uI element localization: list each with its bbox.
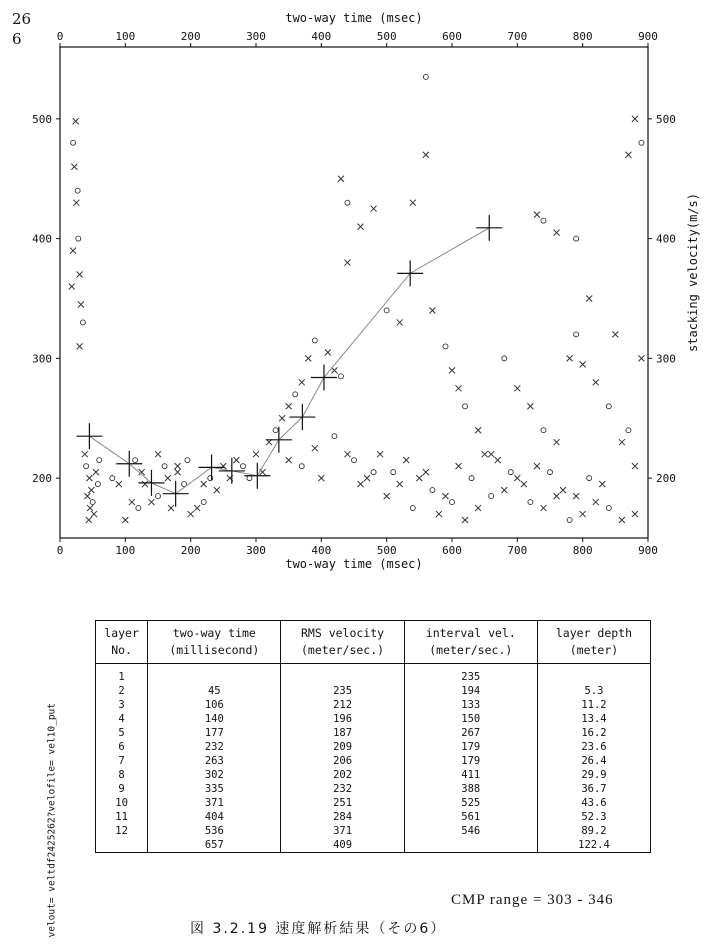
semblance-point (527, 403, 533, 409)
x-tick-label-bottom: 100 (115, 544, 136, 557)
table-header-row (96, 621, 651, 664)
semblance-point (70, 248, 76, 254)
table-cell: 179 (404, 740, 537, 754)
semblance-point (133, 458, 138, 463)
table-cell: 206 (281, 754, 404, 768)
semblance-point (423, 469, 429, 475)
x-tick-label-top: 800 (572, 30, 593, 43)
table-cell: 13.4 (537, 712, 650, 726)
semblance-point (338, 374, 343, 379)
table-cell: 9 (96, 782, 148, 796)
semblance-point (345, 200, 350, 205)
table-cell (537, 664, 650, 685)
semblance-point (391, 470, 396, 475)
semblance-point (626, 428, 631, 433)
table-cell: 411 (404, 768, 537, 782)
semblance-point (574, 236, 579, 241)
table-header-cell (148, 621, 281, 664)
table-row (96, 712, 651, 726)
semblance-point (521, 481, 527, 487)
semblance-point (619, 517, 625, 523)
header-line-1: RMS velocity (301, 626, 385, 640)
table-cell: 7 (96, 754, 148, 768)
velocity-pick-cross (199, 454, 225, 480)
x-tick-label-top: 900 (638, 30, 658, 43)
semblance-point (76, 236, 81, 241)
semblance-point (168, 505, 174, 511)
x-tick-label-bottom: 800 (572, 544, 593, 557)
semblance-point (77, 272, 83, 278)
velocity-pick-cross (116, 451, 142, 477)
velocity-table (95, 620, 651, 853)
semblance-point (548, 470, 553, 475)
semblance-point (580, 361, 586, 367)
velocity-pick-cross (76, 423, 102, 449)
semblance-point (573, 493, 579, 499)
side-file-label: velout= veltdf2425262?velofile= vel10_put (46, 703, 58, 938)
semblance-point (632, 116, 638, 122)
semblance-point (501, 487, 507, 493)
semblance-point (80, 320, 85, 325)
semblance-point (586, 295, 592, 301)
semblance-point (71, 164, 77, 170)
x-tick-label-top: 0 (56, 30, 64, 43)
semblance-point (220, 463, 226, 469)
semblance-point (233, 457, 239, 463)
table-cell: 26.4 (537, 754, 650, 768)
semblance-point (410, 200, 416, 206)
semblance-point (95, 482, 100, 487)
header-line-1: layer depth (555, 626, 633, 640)
semblance-point (116, 481, 122, 487)
table-cell: 409 (281, 838, 404, 853)
table-cell: 302 (148, 768, 281, 782)
semblance-point (495, 457, 501, 463)
semblance-point (423, 74, 428, 79)
table-cell: 267 (404, 726, 537, 740)
table-cell (281, 664, 404, 685)
semblance-point (156, 494, 161, 499)
table-row (96, 726, 651, 740)
semblance-point (384, 308, 389, 313)
semblance-point (443, 344, 448, 349)
table-cell: 235 (281, 684, 404, 698)
semblance-point (463, 404, 468, 409)
table-cell: 371 (148, 796, 281, 810)
table-cell: 263 (148, 754, 281, 768)
semblance-point (93, 469, 99, 475)
table-row (96, 810, 651, 824)
semblance-point (449, 367, 455, 373)
header-line-2: (meter) (569, 643, 619, 657)
semblance-point (299, 379, 305, 385)
semblance-point (574, 332, 579, 337)
semblance-point (86, 517, 92, 523)
x-tick-label-bottom: 600 (442, 544, 462, 557)
semblance-point (240, 464, 245, 469)
corner-mark-bottom: 6 (12, 30, 22, 48)
semblance-point (632, 511, 638, 517)
semblance-point (162, 464, 167, 469)
semblance-point (165, 475, 171, 481)
table-cell: 179 (404, 754, 537, 768)
semblance-point (632, 463, 638, 469)
semblance-point (273, 428, 278, 433)
semblance-point (122, 517, 128, 523)
table-cell: 3 (96, 698, 148, 712)
table-cell: 1 (96, 664, 148, 685)
y-tick-label-right: 300 (656, 352, 676, 366)
table-cell: 23.6 (537, 740, 650, 754)
semblance-point (73, 118, 79, 124)
table-cell: 212 (281, 698, 404, 712)
table-cell: 150 (404, 712, 537, 726)
semblance-point (403, 457, 409, 463)
semblance-point (456, 385, 462, 391)
velocity-pick-cross (163, 481, 189, 507)
semblance-point (155, 451, 161, 457)
table-cell: 284 (281, 810, 404, 824)
semblance-point (69, 284, 75, 290)
table-row (96, 838, 651, 853)
semblance-point (593, 499, 599, 505)
semblance-point (429, 307, 435, 313)
y-tick-label-left: 500 (32, 112, 52, 126)
x-tick-label-top: 300 (246, 30, 266, 43)
table-header-cell (537, 621, 650, 664)
semblance-point (312, 445, 318, 451)
semblance-point (364, 475, 370, 481)
semblance-point (332, 434, 337, 439)
plot-frame (60, 47, 648, 538)
figure-caption: 図 3.2.19 速度解析結果（その6） (190, 921, 447, 937)
semblance-point (514, 385, 520, 391)
semblance-point (593, 379, 599, 385)
semblance-point (371, 470, 376, 475)
semblance-point (305, 355, 311, 361)
semblance-point (502, 356, 507, 361)
table-cell: 546 (404, 824, 537, 838)
semblance-point (514, 475, 520, 481)
semblance-point (358, 481, 364, 487)
semblance-point (528, 500, 533, 505)
y-tick-label-right: 500 (656, 112, 676, 126)
table-header-cell (404, 621, 537, 664)
semblance-point (430, 488, 435, 493)
semblance-point (247, 476, 252, 481)
table-cell: 6 (96, 740, 148, 754)
velocity-pick-cross (476, 215, 502, 241)
table-cell: 536 (148, 824, 281, 838)
table-cell: 235 (404, 664, 537, 685)
table-cell: 10 (96, 796, 148, 810)
table-cell: 12 (96, 824, 148, 838)
header-line-1: layer (104, 626, 139, 640)
semblance-point (185, 458, 190, 463)
semblance-point (148, 499, 154, 505)
semblance-point (475, 427, 481, 433)
semblance-point (567, 355, 573, 361)
y-tick-label-right: 200 (656, 472, 676, 486)
semblance-point (462, 517, 468, 523)
table-cell: 133 (404, 698, 537, 712)
semblance-point (482, 451, 488, 457)
table-row (96, 782, 651, 796)
table-row (96, 698, 651, 712)
table-row (96, 664, 651, 685)
semblance-point (91, 511, 97, 517)
x-tick-label-top: 200 (180, 30, 201, 43)
semblance-point (397, 319, 403, 325)
semblance-point (88, 487, 94, 493)
table-cell: 36.7 (537, 782, 650, 796)
table-cell: 2 (96, 684, 148, 698)
table-cell: 371 (281, 824, 404, 838)
semblance-point (318, 475, 324, 481)
semblance-point (78, 301, 84, 307)
semblance-point (84, 464, 89, 469)
semblance-point (397, 481, 403, 487)
table-cell: 4 (96, 712, 148, 726)
semblance-point (279, 415, 285, 421)
semblance-point (253, 451, 259, 457)
velocity-function-line (89, 228, 489, 494)
table-cell: 657 (148, 838, 281, 853)
semblance-point (344, 260, 350, 266)
semblance-point (338, 176, 344, 182)
semblance-point (90, 500, 95, 505)
semblance-point (456, 463, 462, 469)
semblance-point (580, 511, 586, 517)
table-cell: 561 (404, 810, 537, 824)
x-tick-label-top: 100 (115, 30, 136, 43)
semblance-point (293, 392, 298, 397)
semblance-point (71, 140, 76, 145)
semblance-point (489, 494, 494, 499)
corner-mark-top: 26 (12, 10, 32, 28)
table-body (96, 664, 651, 853)
semblance-point (77, 343, 83, 349)
semblance-point (86, 475, 92, 481)
table-header-cell (96, 621, 148, 664)
header-line-2: (millisecond) (169, 643, 260, 657)
header-line-2: No. (111, 643, 132, 657)
semblance-point (331, 367, 337, 373)
semblance-point (201, 500, 206, 505)
table-cell: 29.9 (537, 768, 650, 782)
semblance-point (541, 218, 546, 223)
table-cell: 187 (281, 726, 404, 740)
semblance-point (475, 505, 481, 511)
semblance-point (639, 140, 644, 145)
x-tick-label-bottom: 900 (638, 544, 658, 557)
semblance-point (97, 458, 102, 463)
cmp-range: CMP range = 303 - 346 (451, 892, 614, 908)
semblance-point (136, 506, 141, 511)
semblance-point (612, 331, 618, 337)
table-cell: 16.2 (537, 726, 650, 740)
semblance-point (286, 457, 292, 463)
x-axis-title-bottom: two-way time (msec) (285, 557, 423, 571)
semblance-point (129, 499, 135, 505)
semblance-point (638, 355, 644, 361)
semblance-point (619, 439, 625, 445)
semblance-point (554, 230, 560, 236)
header-line-2: (meter/sec.) (301, 643, 385, 657)
x-tick-label-bottom: 0 (56, 544, 64, 557)
table-cell (96, 838, 148, 853)
semblance-point (352, 458, 357, 463)
header-line-1: interval vel. (425, 626, 516, 640)
table-cell: 388 (404, 782, 537, 796)
x-tick-label-bottom: 500 (376, 544, 397, 557)
semblance-point (554, 493, 560, 499)
x-axis-title-top: two-way time (msec) (285, 11, 423, 25)
semblance-point (423, 152, 429, 158)
semblance-point (175, 463, 181, 469)
semblance-point (384, 493, 390, 499)
table-row (96, 754, 651, 768)
table-cell (148, 664, 281, 685)
table-row (96, 796, 651, 810)
table-header-cell (281, 621, 404, 664)
x-tick-label-top: 500 (376, 30, 397, 43)
table-cell: 43.6 (537, 796, 650, 810)
table-cell: 106 (148, 698, 281, 712)
semblance-point (540, 505, 546, 511)
semblance-point (312, 338, 317, 343)
semblance-point (377, 451, 383, 457)
x-tick-label-bottom: 400 (311, 544, 332, 557)
table-cell (404, 838, 537, 853)
semblance-point (325, 349, 331, 355)
table-cell: 196 (281, 712, 404, 726)
x-tick-label-bottom: 700 (507, 544, 528, 557)
semblance-point (142, 481, 148, 487)
header-line-1: two-way time (172, 626, 256, 640)
y-tick-label-left: 400 (32, 232, 52, 246)
table-row (96, 824, 651, 838)
semblance-point (371, 206, 377, 212)
table-cell: 251 (281, 796, 404, 810)
table-cell: 5 (96, 726, 148, 740)
semblance-point (554, 439, 560, 445)
velocity-pick-cross (219, 458, 245, 484)
table-cell: 232 (148, 740, 281, 754)
semblance-point (442, 493, 448, 499)
y-tick-label-left: 300 (32, 352, 52, 366)
semblance-point (599, 481, 605, 487)
semblance-point (73, 200, 79, 206)
y-axis-title-right: stacking velocity(m/s) (686, 193, 700, 352)
table-cell: 11.2 (537, 698, 650, 712)
semblance-point (606, 506, 611, 511)
semblance-point (560, 487, 566, 493)
semblance-point (84, 493, 90, 499)
semblance-point (358, 224, 364, 230)
table-cell: 5.3 (537, 684, 650, 698)
table-cell: 140 (148, 712, 281, 726)
table-cell: 89.2 (537, 824, 650, 838)
table-cell: 8 (96, 768, 148, 782)
semblance-point (416, 475, 422, 481)
table-cell: 45 (148, 684, 281, 698)
semblance-point (450, 500, 455, 505)
table-cell: 177 (148, 726, 281, 740)
semblance-point (110, 476, 115, 481)
velocity-pick-cross (138, 470, 164, 496)
y-tick-label-left: 200 (32, 472, 52, 486)
semblance-point (286, 403, 292, 409)
semblance-point (488, 451, 494, 457)
semblance-point (75, 188, 80, 193)
x-tick-label-top: 400 (311, 30, 332, 43)
semblance-point (567, 518, 572, 523)
table-row (96, 768, 651, 782)
table-cell: 209 (281, 740, 404, 754)
velocity-pick-cross (244, 463, 270, 489)
semblance-point (344, 451, 350, 457)
table-row (96, 740, 651, 754)
semblance-point (201, 481, 207, 487)
velocity-pick-cross (397, 260, 423, 286)
semblance-point (534, 212, 540, 218)
header-line-2: (meter/sec.) (429, 643, 513, 657)
table-row (96, 684, 651, 698)
semblance-point (625, 152, 631, 158)
semblance-point (82, 451, 88, 457)
x-tick-label-top: 600 (442, 30, 462, 43)
table-cell: 11 (96, 810, 148, 824)
x-tick-label-bottom: 200 (180, 544, 201, 557)
semblance-point (541, 428, 546, 433)
semblance-point (534, 463, 540, 469)
table-cell: 232 (281, 782, 404, 796)
semblance-point (410, 506, 415, 511)
table-cell: 404 (148, 810, 281, 824)
table-cell: 335 (148, 782, 281, 796)
table-cell: 52.3 (537, 810, 650, 824)
table-cell: 194 (404, 684, 537, 698)
x-tick-label-top: 700 (507, 30, 528, 43)
table-cell: 525 (404, 796, 537, 810)
semblance-point (188, 511, 194, 517)
semblance-point (194, 505, 200, 511)
semblance-point (606, 404, 611, 409)
table-cell: 202 (281, 768, 404, 782)
semblance-point (299, 464, 304, 469)
semblance-point (587, 476, 592, 481)
semblance-point (87, 505, 93, 511)
semblance-point (436, 511, 442, 517)
semblance-point (508, 470, 513, 475)
semblance-point (175, 469, 181, 475)
x-tick-label-bottom: 300 (246, 544, 266, 557)
semblance-point (214, 487, 220, 493)
y-tick-label-right: 400 (656, 232, 676, 246)
table-cell: 122.4 (537, 838, 650, 853)
semblance-point (469, 476, 474, 481)
